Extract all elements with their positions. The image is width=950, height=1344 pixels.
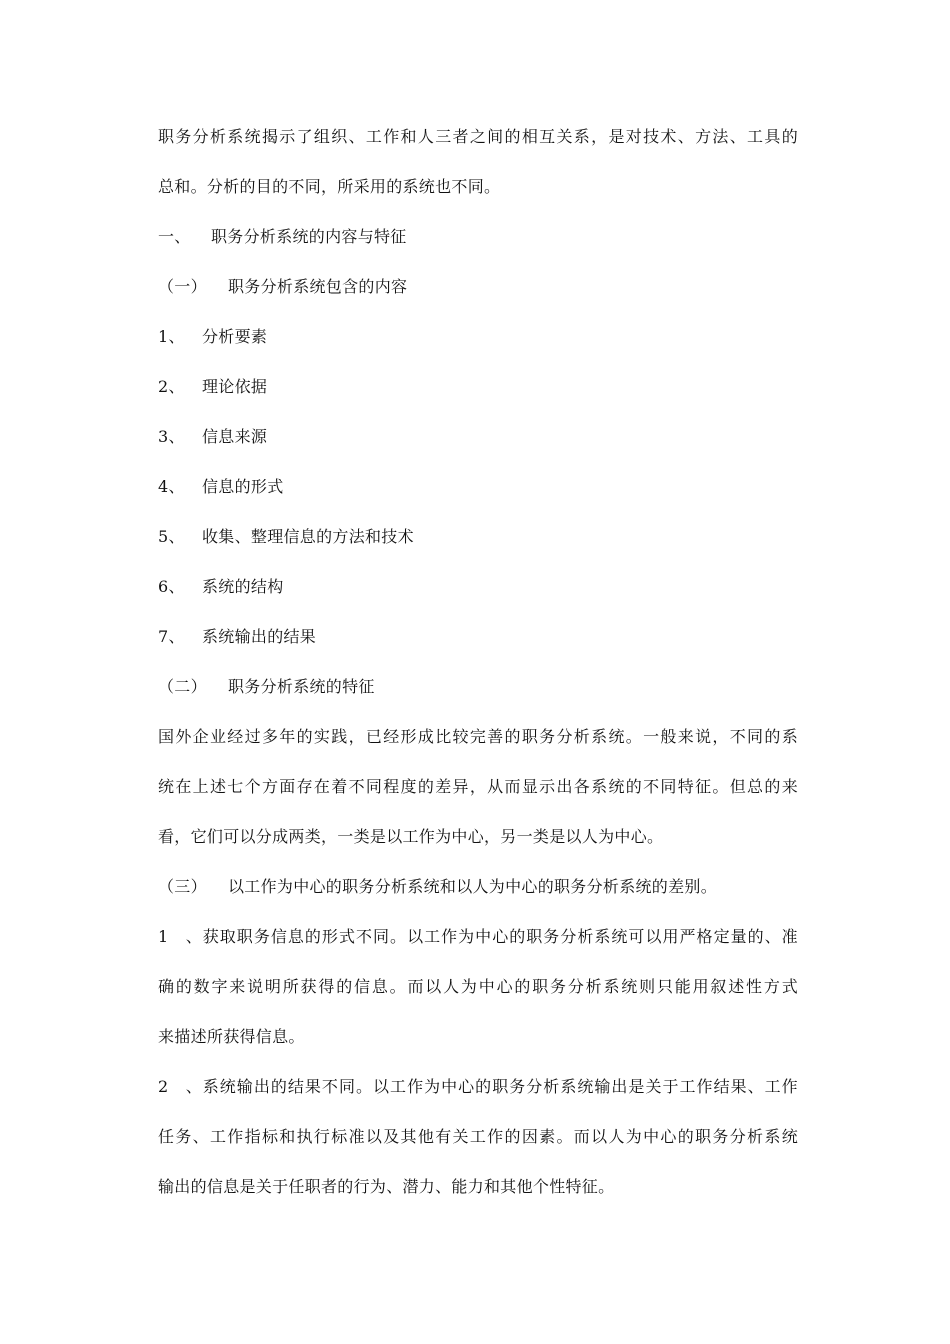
subsection-title: 职务分析系统的特征	[228, 677, 375, 696]
list-item-number: 5、	[158, 527, 185, 546]
subsection-number: （三）	[158, 877, 207, 896]
paragraph-line: 输出的信息是关于任职者的行为、潜力、能力和其他个性特征。	[158, 1177, 615, 1196]
paragraph-line: 确的数字来说明所获得的信息。而以人为中心的职务分析系统则只能用叙述性方式	[158, 977, 798, 996]
list-item	[158, 327, 798, 347]
list-item-text: 收集、整理信息的方法和技术	[202, 527, 414, 546]
section-number: 一、	[158, 227, 191, 246]
difference-item-2-line-1	[158, 1077, 798, 1097]
subsection-title: 以工作为中心的职务分析系统和以人为中心的职务分析系统的差别。	[228, 877, 718, 896]
list-item-text: 分析要素	[202, 327, 268, 346]
list-item-number: 7、	[158, 627, 185, 646]
intro-line-1: 职务分析系统揭示了组织、工作和人三者之间的相互关系，是对技术、方法、工具的	[158, 127, 798, 146]
list-item-number: 4、	[158, 477, 185, 496]
list-item	[158, 627, 798, 647]
difference-number: 1、	[158, 927, 202, 946]
subsection-heading-3	[158, 877, 798, 897]
difference-text: 系统输出的结果不同。以工作为中心的职务分析系统输出是关于工作结果、工作	[202, 1077, 798, 1096]
list-item-text: 理论依据	[202, 377, 268, 396]
list-item-number: 6、	[158, 577, 185, 596]
list-item	[158, 527, 798, 547]
list-item-number: 1、	[158, 327, 185, 346]
difference-item-1-line-1	[158, 927, 798, 947]
list-item	[158, 377, 798, 397]
difference-number: 2、	[158, 1077, 202, 1096]
subsection-heading-1	[158, 277, 798, 297]
section-title: 职务分析系统的内容与特征	[211, 227, 407, 246]
difference-text: 获取职务信息的形式不同。以工作为中心的职务分析系统可以用严格定量的、准	[202, 927, 798, 946]
subsection-number: （二）	[158, 677, 207, 696]
paragraph-line: 统在上述七个方面存在着不同程度的差异，从而显示出各系统的不同特征。但总的来	[158, 777, 798, 796]
list-item	[158, 427, 798, 447]
list-item-text: 信息来源	[202, 427, 268, 446]
list-item-text: 系统的结构	[202, 577, 284, 596]
list-item-text: 信息的形式	[202, 477, 284, 496]
paragraph-line: 国外企业经过多年的实践，已经形成比较完善的职务分析系统。一般来说，不同的系	[158, 727, 798, 746]
paragraph-line: 看，它们可以分成两类，一类是以工作为中心，另一类是以人为中心。	[158, 827, 664, 846]
list-item	[158, 577, 798, 597]
list-item-text: 系统输出的结果	[202, 627, 317, 646]
list-item-number: 3、	[158, 427, 185, 446]
subsection-heading-2	[158, 677, 798, 697]
paragraph-line: 任务、工作指标和执行标准以及其他有关工作的因素。而以人为中心的职务分析系统	[158, 1127, 798, 1146]
section-heading	[158, 227, 798, 247]
subsection-number: （一）	[158, 277, 207, 296]
subsection-title: 职务分析系统包含的内容	[228, 277, 408, 296]
paragraph-line: 来描述所获得信息。	[158, 1027, 305, 1046]
intro-line-2: 总和。分析的目的不同，所采用的系统也不同。	[158, 177, 501, 196]
list-item	[158, 477, 798, 497]
list-item-number: 2、	[158, 377, 185, 396]
